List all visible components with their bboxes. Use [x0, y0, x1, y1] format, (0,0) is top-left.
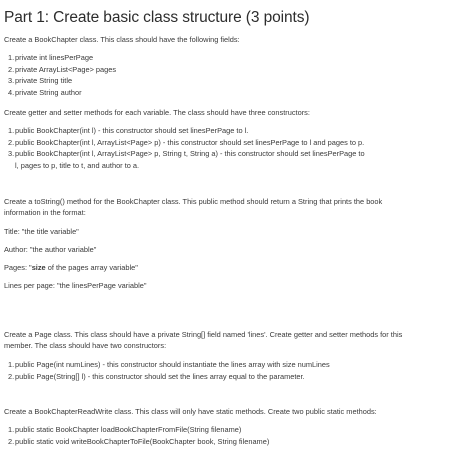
format-title-line: Title: "the title variable" [4, 227, 79, 236]
getter-setter-paragraph: Create getter and setter methods for each variable. The class should have three constructors: [4, 108, 310, 117]
fields-list [4, 52, 116, 98]
page-class-paragraph: Create a Page class. This class should have a private String[] field named 'lines'. Create getter and setter methods for this member. The class should have two constructors: [4, 330, 403, 350]
readwrite-methods-list [4, 424, 269, 447]
page-constructors-list [4, 359, 330, 382]
tostring-paragraph: Create a toString() method for the BookChapter class. This public method should return a String that prints the book information in the format: [4, 197, 383, 217]
list-item: 2. public Page(String[] l) - this constructor should set the lines array equal to the parameter. [8, 371, 305, 381]
format-lines-line: Lines per page: "the linesPerPage variable" [4, 281, 147, 290]
list-item: 1. public Page(int numLines) - this constructor should instantiate the lines array with size numLines [8, 360, 330, 369]
format-author-line: Author: "the author variable" [4, 245, 97, 254]
readwrite-paragraph: Create a BookChapterReadWrite class. This class will only have static methods. Create two public static methods: [4, 407, 377, 416]
page-title: Part 1: Create basic class structure (3 points) [4, 9, 310, 26]
list-item: 2. public BookChapter(int l, ArrayList<Page> p) - this constructor should set linesPerPage to l and pages to p. [8, 137, 365, 147]
list-item: 4. private String author [8, 87, 82, 97]
list-item: 1. public static BookChapter loadBookChapterFromFile(String filename) [8, 425, 242, 434]
list-item: 2. public static void writeBookChapterToFile(BookChapter book, String filename) [8, 436, 270, 446]
format-pages-line: Pages: "size of the pages array variable" [4, 263, 138, 272]
list-item: 3. private String title [8, 76, 73, 85]
list-item: 1. private int linesPerPage [8, 53, 94, 62]
intro-paragraph: Create a BookChapter class. This class should have the following fields: [4, 35, 240, 44]
constructors-list [4, 125, 440, 171]
list-item: 1. public BookChapter(int l) - this constructor should set linesPerPage to l. [8, 126, 249, 135]
list-item: 3. public BookChapter(int l, ArrayList<Page> p, String t, String a) - this constructor should set linesPerPage to l, pages to p, title to t, and author to a. [8, 149, 365, 170]
list-item: 2. private ArrayList<Page> pages [8, 64, 117, 74]
